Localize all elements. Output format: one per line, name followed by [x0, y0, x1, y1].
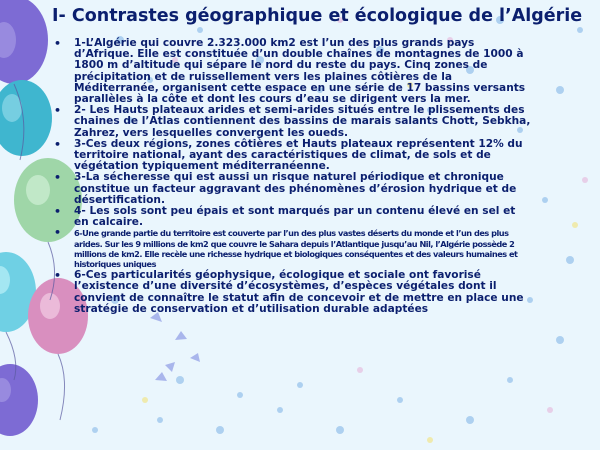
bullet-item [52, 270, 532, 315]
bullet-item [52, 139, 532, 173]
bullet-text: 2- Les Hauts plateaux arides et semi-arides situés entre le plissements des chaines de l’Atlas contiennent des bassins de marais salants Chott, Sebkha, Zahrez, vers lesquelles convergent les oueds. [74, 104, 531, 139]
bullet-dot: • [54, 205, 62, 219]
bullet-text: 6-Ces particularités géophysique, écologique et sociale ont favorisé l’existence d’une diversité d’écosystèmes, d’espèces végétales dont il convient de connaître le statut afin de concevoir et de mettre en place une stratégie de conservation et d’utilisation durable adaptées [74, 269, 524, 315]
slide-title: I- Contrastes géographique et écologique de l’Algérie [52, 6, 583, 26]
bullet-text: 3-Ces deux régions, zones côtières et Hauts plateaux représentent 12% du territoire national, ayant des caractéristiques de climat, de sols et de végétation typiquement méditerranéenne. [74, 137, 523, 173]
bullet-text: 1-L’Algérie qui couvre 2.323.000 km2 est l’un des plus grands pays d’Afrique. Elle est constituée d’un double chaînes de montagnes de 1000 à 1800 m d’altitude qui sépare le nord du reste du pays. Cinq zones de précipitation et de ruissellement vers les plaines côtières de la Méditerranée, organisent cette espace en une série de 17 bassins versants parallèles à la côte et dont les cours d’eau se dirigent vers la mer. [74, 37, 526, 106]
bullet-dot: • [54, 37, 62, 50]
bullet-item [52, 228, 532, 269]
bullet-item [52, 172, 532, 206]
bullet-dot: • [54, 104, 62, 118]
bullet-dot: • [54, 226, 61, 240]
bullet-item [52, 206, 532, 228]
bullet-item [52, 38, 532, 105]
bullet-text: 6-Une grande partie du territoire est couverte par l’un des plus vastes déserts du monde et l’un des plus arides. Sur les 9 millions de km2 que couvre le Sahara depuis l’Atlantique jusqu’au Nil, l’Algérie possède 2 millions de km2. Elle recèle une richesse hydrique et biologiques conséquentes et des valeurs humaines et historiques uniques [74, 228, 518, 270]
bullet-text: 4- Les sols sont peu épais et sont marqués par un contenu élevé en sel et en calcaire. [74, 205, 516, 229]
bullet-item [52, 105, 532, 139]
bullet-list [52, 38, 532, 315]
bullet-dot: • [54, 269, 62, 283]
bullet-dot: • [54, 171, 62, 185]
bullet-text: 3-La sécheresse qui est aussi un risque naturel périodique et chronique constitue un facteur aggravant des phénomènes d’érosion hydrique et de désertification. [74, 171, 517, 206]
bullet-dot: • [54, 137, 62, 151]
